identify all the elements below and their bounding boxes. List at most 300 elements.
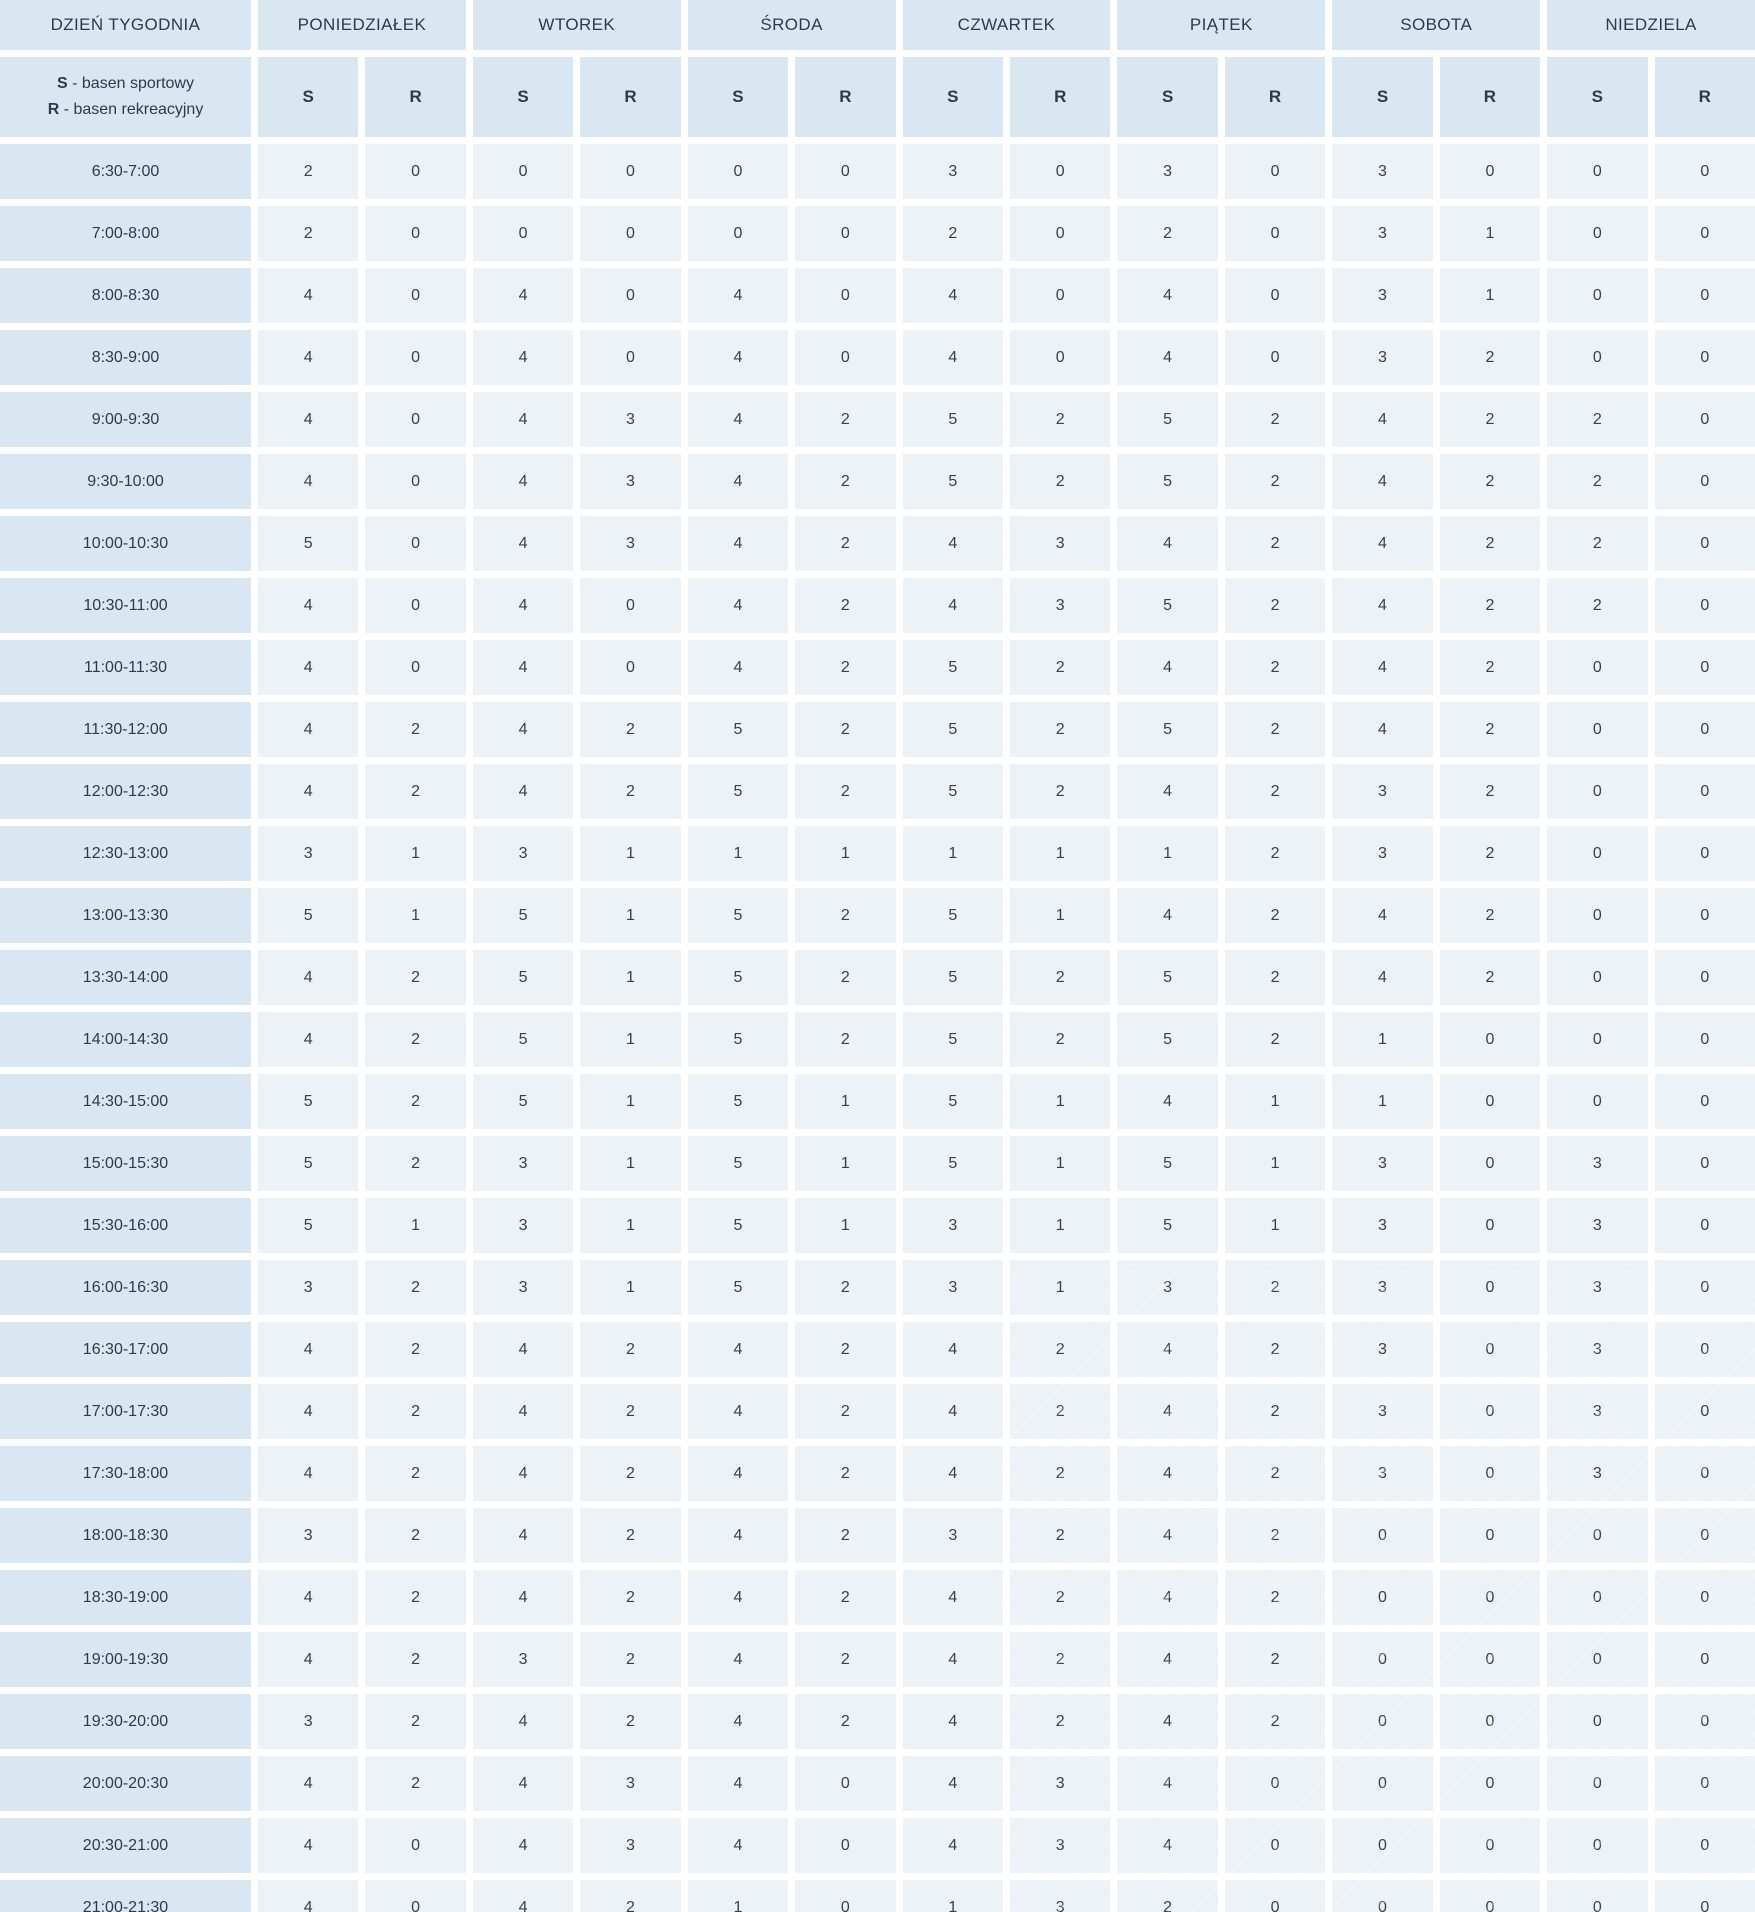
availability-value-day-4-s: 4 xyxy=(903,1694,1003,1749)
availability-value-day-3-s: 4 xyxy=(688,1384,788,1439)
availability-value-day-1-s: 4 xyxy=(258,764,358,819)
availability-value-day-5-r: 1 xyxy=(1225,1198,1325,1253)
subcolumn-header-r-day-4: R xyxy=(1010,57,1110,137)
subcolumn-header-s-day-2: S xyxy=(473,57,573,137)
availability-value-day-1-s: 3 xyxy=(258,1508,358,1563)
availability-value-day-7-r: 0 xyxy=(1655,1756,1755,1811)
availability-value-day-2-s: 4 xyxy=(473,1570,573,1625)
availability-value-day-3-s: 5 xyxy=(688,1012,788,1067)
time-slot-cell: 14:30-15:00 xyxy=(0,1074,251,1129)
availability-value-day-5-r: 2 xyxy=(1225,1260,1325,1315)
availability-value-day-4-r: 2 xyxy=(1010,764,1110,819)
availability-value-day-2-r: 3 xyxy=(580,516,680,571)
availability-value-day-3-s: 5 xyxy=(688,702,788,757)
availability-value-day-5-r: 0 xyxy=(1225,206,1325,261)
time-slot-cell: 19:30-20:00 xyxy=(0,1694,251,1749)
availability-value-day-7-r: 0 xyxy=(1655,826,1755,881)
day-header-6: SOBOTA xyxy=(1332,0,1540,50)
availability-value-day-4-r: 2 xyxy=(1010,950,1110,1005)
availability-value-day-7-s: 0 xyxy=(1547,1508,1647,1563)
availability-value-day-2-s: 4 xyxy=(473,392,573,447)
availability-value-day-5-s: 4 xyxy=(1117,268,1217,323)
availability-value-day-3-r: 2 xyxy=(795,640,895,695)
availability-value-day-7-s: 3 xyxy=(1547,1446,1647,1501)
availability-value-day-7-r: 0 xyxy=(1655,1818,1755,1873)
subcolumn-header-r-day-7: R xyxy=(1655,57,1755,137)
availability-value-day-6-s: 3 xyxy=(1332,1384,1432,1439)
availability-value-day-6-r: 2 xyxy=(1440,888,1540,943)
availability-value-day-1-s: 4 xyxy=(258,1818,358,1873)
availability-value-day-6-s: 4 xyxy=(1332,454,1432,509)
availability-value-day-6-r: 0 xyxy=(1440,1384,1540,1439)
availability-value-day-4-r: 2 xyxy=(1010,1632,1110,1687)
availability-value-day-3-s: 5 xyxy=(688,764,788,819)
availability-value-day-2-r: 2 xyxy=(580,1384,680,1439)
availability-value-day-7-s: 0 xyxy=(1547,144,1647,199)
availability-value-day-4-r: 2 xyxy=(1010,702,1110,757)
availability-value-day-6-s: 4 xyxy=(1332,392,1432,447)
availability-value-day-4-r: 2 xyxy=(1010,1012,1110,1067)
availability-value-day-5-s: 5 xyxy=(1117,578,1217,633)
availability-value-day-3-r: 0 xyxy=(795,268,895,323)
availability-value-day-2-s: 0 xyxy=(473,206,573,261)
availability-value-day-6-s: 4 xyxy=(1332,640,1432,695)
availability-value-day-6-s: 4 xyxy=(1332,888,1432,943)
availability-value-day-4-s: 4 xyxy=(903,1756,1003,1811)
availability-value-day-6-r: 0 xyxy=(1440,1446,1540,1501)
availability-value-day-4-s: 4 xyxy=(903,330,1003,385)
availability-value-day-1-r: 2 xyxy=(365,1570,465,1625)
availability-value-day-5-r: 0 xyxy=(1225,1756,1325,1811)
day-header-2: WTOREK xyxy=(473,0,681,50)
availability-value-day-1-s: 4 xyxy=(258,392,358,447)
availability-value-day-6-s: 3 xyxy=(1332,1322,1432,1377)
availability-value-day-6-r: 0 xyxy=(1440,144,1540,199)
availability-value-day-6-r: 2 xyxy=(1440,764,1540,819)
availability-value-day-3-s: 4 xyxy=(688,1322,788,1377)
availability-value-day-3-r: 2 xyxy=(795,1446,895,1501)
availability-value-day-3-s: 4 xyxy=(688,1508,788,1563)
availability-value-day-2-s: 5 xyxy=(473,1074,573,1129)
availability-value-day-4-s: 3 xyxy=(903,144,1003,199)
availability-value-day-4-r: 2 xyxy=(1010,1694,1110,1749)
availability-value-day-3-s: 4 xyxy=(688,454,788,509)
availability-value-day-7-s: 0 xyxy=(1547,1756,1647,1811)
availability-value-day-6-s: 0 xyxy=(1332,1694,1432,1749)
availability-value-day-7-s: 0 xyxy=(1547,1632,1647,1687)
availability-value-day-5-s: 4 xyxy=(1117,1074,1217,1129)
availability-value-day-7-s: 2 xyxy=(1547,578,1647,633)
availability-value-day-3-r: 0 xyxy=(795,144,895,199)
availability-value-day-3-s: 4 xyxy=(688,268,788,323)
availability-value-day-4-s: 5 xyxy=(903,950,1003,1005)
availability-value-day-7-r: 0 xyxy=(1655,1260,1755,1315)
availability-value-day-2-r: 2 xyxy=(580,1508,680,1563)
availability-value-day-5-s: 1 xyxy=(1117,826,1217,881)
availability-value-day-4-r: 1 xyxy=(1010,1136,1110,1191)
availability-value-day-1-r: 0 xyxy=(365,392,465,447)
time-slot-cell: 20:00-20:30 xyxy=(0,1756,251,1811)
availability-value-day-2-r: 0 xyxy=(580,268,680,323)
subcolumn-header-s-day-7: S xyxy=(1547,57,1647,137)
availability-value-day-3-s: 4 xyxy=(688,330,788,385)
availability-value-day-2-s: 3 xyxy=(473,826,573,881)
availability-value-day-7-s: 0 xyxy=(1547,1694,1647,1749)
availability-value-day-2-r: 2 xyxy=(580,702,680,757)
availability-value-day-7-r: 0 xyxy=(1655,1012,1755,1067)
time-slot-cell: 13:30-14:00 xyxy=(0,950,251,1005)
availability-value-day-5-s: 4 xyxy=(1117,1632,1217,1687)
day-header-1: PONIEDZIAŁEK xyxy=(258,0,466,50)
availability-value-day-7-r: 0 xyxy=(1655,144,1755,199)
availability-value-day-1-r: 0 xyxy=(365,330,465,385)
time-slot-cell: 12:30-13:00 xyxy=(0,826,251,881)
availability-value-day-7-s: 3 xyxy=(1547,1136,1647,1191)
availability-value-day-3-r: 2 xyxy=(795,888,895,943)
availability-value-day-5-s: 4 xyxy=(1117,1756,1217,1811)
subcolumn-header-r-day-1: R xyxy=(365,57,465,137)
availability-value-day-5-s: 5 xyxy=(1117,392,1217,447)
availability-value-day-2-s: 3 xyxy=(473,1632,573,1687)
availability-value-day-3-r: 2 xyxy=(795,1012,895,1067)
availability-value-day-7-s: 0 xyxy=(1547,206,1647,261)
availability-value-day-1-s: 4 xyxy=(258,330,358,385)
availability-value-day-5-s: 4 xyxy=(1117,1694,1217,1749)
availability-value-day-6-s: 3 xyxy=(1332,206,1432,261)
availability-value-day-7-r: 0 xyxy=(1655,516,1755,571)
availability-value-day-3-s: 5 xyxy=(688,1260,788,1315)
availability-value-day-6-s: 1 xyxy=(1332,1012,1432,1067)
availability-value-day-6-s: 3 xyxy=(1332,826,1432,881)
availability-value-day-7-r: 0 xyxy=(1655,1074,1755,1129)
availability-value-day-7-s: 2 xyxy=(1547,392,1647,447)
availability-value-day-4-s: 5 xyxy=(903,764,1003,819)
availability-value-day-5-s: 4 xyxy=(1117,1384,1217,1439)
subcolumn-header-r-day-3: R xyxy=(795,57,895,137)
availability-value-day-4-s: 5 xyxy=(903,392,1003,447)
availability-value-day-5-r: 2 xyxy=(1225,640,1325,695)
availability-value-day-2-s: 4 xyxy=(473,1694,573,1749)
availability-value-day-1-s: 5 xyxy=(258,516,358,571)
availability-value-day-5-r: 0 xyxy=(1225,1880,1325,1912)
availability-value-day-2-r: 3 xyxy=(580,1756,680,1811)
availability-value-day-2-s: 4 xyxy=(473,640,573,695)
time-slot-cell: 17:00-17:30 xyxy=(0,1384,251,1439)
availability-value-day-1-s: 4 xyxy=(258,268,358,323)
availability-value-day-4-r: 0 xyxy=(1010,330,1110,385)
availability-value-day-4-r: 1 xyxy=(1010,1198,1110,1253)
availability-value-day-1-r: 0 xyxy=(365,578,465,633)
availability-value-day-1-s: 5 xyxy=(258,1136,358,1191)
availability-value-day-6-r: 0 xyxy=(1440,1508,1540,1563)
availability-value-day-7-r: 0 xyxy=(1655,1694,1755,1749)
availability-value-day-7-r: 0 xyxy=(1655,1508,1755,1563)
availability-value-day-6-s: 3 xyxy=(1332,330,1432,385)
time-slot-cell: 7:00-8:00 xyxy=(0,206,251,261)
availability-value-day-2-r: 2 xyxy=(580,1446,680,1501)
availability-value-day-4-r: 0 xyxy=(1010,144,1110,199)
time-slot-cell: 6:30-7:00 xyxy=(0,144,251,199)
availability-value-day-2-r: 2 xyxy=(580,1322,680,1377)
availability-value-day-6-r: 0 xyxy=(1440,1012,1540,1067)
availability-value-day-2-s: 4 xyxy=(473,1756,573,1811)
availability-value-day-2-s: 4 xyxy=(473,578,573,633)
time-slot-cell: 20:30-21:00 xyxy=(0,1818,251,1873)
availability-value-day-7-s: 3 xyxy=(1547,1322,1647,1377)
availability-value-day-6-s: 0 xyxy=(1332,1756,1432,1811)
availability-value-day-3-r: 1 xyxy=(795,1136,895,1191)
availability-value-day-4-s: 3 xyxy=(903,1260,1003,1315)
availability-value-day-1-r: 0 xyxy=(365,144,465,199)
availability-value-day-7-s: 0 xyxy=(1547,950,1647,1005)
availability-value-day-1-s: 4 xyxy=(258,1012,358,1067)
subcolumn-header-r-day-2: R xyxy=(580,57,680,137)
day-header-7: NIEDZIELA xyxy=(1547,0,1755,50)
availability-value-day-6-r: 2 xyxy=(1440,578,1540,633)
availability-value-day-6-s: 0 xyxy=(1332,1508,1432,1563)
availability-value-day-6-r: 0 xyxy=(1440,1632,1540,1687)
availability-value-day-2-r: 0 xyxy=(580,330,680,385)
availability-value-day-7-r: 0 xyxy=(1655,1570,1755,1625)
availability-value-day-3-s: 5 xyxy=(688,950,788,1005)
availability-value-day-4-r: 3 xyxy=(1010,516,1110,571)
availability-value-day-7-r: 0 xyxy=(1655,1136,1755,1191)
availability-value-day-3-r: 0 xyxy=(795,1756,895,1811)
availability-value-day-5-s: 2 xyxy=(1117,206,1217,261)
availability-value-day-2-s: 4 xyxy=(473,1508,573,1563)
availability-value-day-4-s: 4 xyxy=(903,1384,1003,1439)
time-slot-cell: 21:00-21:30 xyxy=(0,1880,251,1912)
availability-value-day-2-s: 5 xyxy=(473,1012,573,1067)
availability-value-day-7-r: 0 xyxy=(1655,1880,1755,1912)
availability-value-day-5-r: 2 xyxy=(1225,1446,1325,1501)
availability-value-day-3-s: 4 xyxy=(688,1694,788,1749)
availability-value-day-6-r: 2 xyxy=(1440,330,1540,385)
availability-value-day-1-r: 2 xyxy=(365,950,465,1005)
availability-value-day-6-r: 0 xyxy=(1440,1260,1540,1315)
legend-line-R: R - basen rekreacyjny xyxy=(47,101,204,118)
availability-value-day-5-s: 5 xyxy=(1117,1198,1217,1253)
availability-value-day-3-r: 2 xyxy=(795,1570,895,1625)
availability-value-day-7-r: 0 xyxy=(1655,1322,1755,1377)
availability-value-day-5-r: 0 xyxy=(1225,330,1325,385)
availability-value-day-1-s: 5 xyxy=(258,1198,358,1253)
availability-value-day-7-r: 0 xyxy=(1655,702,1755,757)
day-header-3: ŚRODA xyxy=(688,0,896,50)
time-slot-cell: 10:30-11:00 xyxy=(0,578,251,633)
availability-value-day-4-r: 2 xyxy=(1010,1322,1110,1377)
time-slot-cell: 19:00-19:30 xyxy=(0,1632,251,1687)
availability-value-day-6-s: 3 xyxy=(1332,1260,1432,1315)
availability-value-day-5-r: 2 xyxy=(1225,888,1325,943)
availability-value-day-1-r: 2 xyxy=(365,1694,465,1749)
availability-value-day-1-r: 2 xyxy=(365,1136,465,1191)
availability-value-day-3-r: 2 xyxy=(795,516,895,571)
availability-value-day-4-s: 1 xyxy=(903,826,1003,881)
availability-value-day-4-s: 4 xyxy=(903,1446,1003,1501)
availability-value-day-6-r: 2 xyxy=(1440,826,1540,881)
availability-value-day-5-r: 0 xyxy=(1225,1818,1325,1873)
availability-value-day-3-r: 2 xyxy=(795,1508,895,1563)
availability-value-day-1-r: 1 xyxy=(365,888,465,943)
availability-value-day-4-s: 5 xyxy=(903,1012,1003,1067)
availability-value-day-5-r: 2 xyxy=(1225,1322,1325,1377)
availability-value-day-3-r: 0 xyxy=(795,1880,895,1912)
availability-value-day-7-s: 0 xyxy=(1547,1074,1647,1129)
availability-value-day-7-r: 0 xyxy=(1655,1632,1755,1687)
availability-value-day-6-s: 0 xyxy=(1332,1818,1432,1873)
availability-value-day-3-s: 5 xyxy=(688,888,788,943)
availability-value-day-2-r: 2 xyxy=(580,1694,680,1749)
availability-value-day-4-s: 5 xyxy=(903,1074,1003,1129)
availability-value-day-2-r: 3 xyxy=(580,392,680,447)
availability-value-day-4-s: 4 xyxy=(903,1322,1003,1377)
availability-value-day-1-r: 0 xyxy=(365,640,465,695)
availability-value-day-6-r: 0 xyxy=(1440,1694,1540,1749)
availability-value-day-4-r: 2 xyxy=(1010,392,1110,447)
availability-value-day-4-r: 3 xyxy=(1010,578,1110,633)
availability-value-day-2-s: 4 xyxy=(473,330,573,385)
availability-value-day-2-r: 3 xyxy=(580,454,680,509)
availability-value-day-2-s: 4 xyxy=(473,1818,573,1873)
availability-value-day-6-r: 0 xyxy=(1440,1074,1540,1129)
availability-value-day-7-r: 0 xyxy=(1655,1384,1755,1439)
availability-value-day-3-r: 2 xyxy=(795,950,895,1005)
availability-value-day-7-s: 3 xyxy=(1547,1198,1647,1253)
availability-value-day-2-r: 1 xyxy=(580,888,680,943)
availability-value-day-7-r: 0 xyxy=(1655,640,1755,695)
availability-value-day-4-s: 3 xyxy=(903,1508,1003,1563)
time-slot-cell: 13:00-13:30 xyxy=(0,888,251,943)
availability-value-day-5-s: 5 xyxy=(1117,950,1217,1005)
availability-value-day-3-r: 2 xyxy=(795,392,895,447)
subcolumn-header-r-day-6: R xyxy=(1440,57,1540,137)
time-slot-cell: 14:00-14:30 xyxy=(0,1012,251,1067)
availability-value-day-2-s: 0 xyxy=(473,144,573,199)
subcolumn-header-s-day-1: S xyxy=(258,57,358,137)
availability-value-day-4-r: 1 xyxy=(1010,888,1110,943)
availability-value-day-4-r: 2 xyxy=(1010,1384,1110,1439)
availability-value-day-7-s: 2 xyxy=(1547,454,1647,509)
availability-value-day-3-r: 2 xyxy=(795,1384,895,1439)
availability-value-day-7-s: 0 xyxy=(1547,1012,1647,1067)
availability-value-day-1-s: 4 xyxy=(258,1756,358,1811)
availability-value-day-6-s: 0 xyxy=(1332,1570,1432,1625)
availability-value-day-4-r: 1 xyxy=(1010,1260,1110,1315)
availability-value-day-3-r: 1 xyxy=(795,1074,895,1129)
availability-value-day-1-s: 5 xyxy=(258,1074,358,1129)
availability-value-day-5-r: 2 xyxy=(1225,764,1325,819)
availability-value-day-4-r: 3 xyxy=(1010,1818,1110,1873)
availability-value-day-4-r: 0 xyxy=(1010,206,1110,261)
availability-value-day-3-s: 5 xyxy=(688,1198,788,1253)
availability-value-day-3-r: 2 xyxy=(795,1694,895,1749)
subcolumn-header-s-day-3: S xyxy=(688,57,788,137)
availability-value-day-1-s: 4 xyxy=(258,578,358,633)
availability-value-day-2-r: 1 xyxy=(580,1074,680,1129)
time-slot-cell: 11:00-11:30 xyxy=(0,640,251,695)
availability-value-day-7-s: 0 xyxy=(1547,1818,1647,1873)
availability-value-day-6-r: 2 xyxy=(1440,702,1540,757)
availability-value-day-6-s: 3 xyxy=(1332,144,1432,199)
subcolumn-header-s-day-6: S xyxy=(1332,57,1432,137)
availability-value-day-6-s: 3 xyxy=(1332,268,1432,323)
availability-value-day-3-r: 2 xyxy=(795,1322,895,1377)
availability-value-day-2-r: 2 xyxy=(580,1632,680,1687)
availability-value-day-6-s: 4 xyxy=(1332,950,1432,1005)
availability-value-day-7-r: 0 xyxy=(1655,888,1755,943)
availability-value-day-7-s: 0 xyxy=(1547,268,1647,323)
availability-value-day-3-s: 1 xyxy=(688,826,788,881)
availability-value-day-6-r: 2 xyxy=(1440,640,1540,695)
availability-value-day-5-s: 4 xyxy=(1117,1508,1217,1563)
availability-value-day-4-r: 2 xyxy=(1010,1570,1110,1625)
availability-value-day-5-s: 5 xyxy=(1117,1136,1217,1191)
availability-value-day-1-r: 2 xyxy=(365,1446,465,1501)
availability-value-day-1-s: 2 xyxy=(258,206,358,261)
availability-value-day-5-r: 2 xyxy=(1225,1384,1325,1439)
availability-value-day-5-s: 4 xyxy=(1117,516,1217,571)
availability-value-day-7-r: 0 xyxy=(1655,1198,1755,1253)
availability-value-day-6-r: 2 xyxy=(1440,516,1540,571)
availability-value-day-7-r: 0 xyxy=(1655,206,1755,261)
availability-value-day-3-s: 4 xyxy=(688,392,788,447)
availability-value-day-1-s: 4 xyxy=(258,1384,358,1439)
availability-value-day-6-r: 0 xyxy=(1440,1322,1540,1377)
availability-value-day-1-r: 2 xyxy=(365,764,465,819)
availability-value-day-6-s: 4 xyxy=(1332,702,1432,757)
availability-value-day-6-s: 4 xyxy=(1332,578,1432,633)
availability-value-day-3-s: 4 xyxy=(688,1756,788,1811)
availability-value-day-4-r: 1 xyxy=(1010,826,1110,881)
availability-value-day-6-r: 0 xyxy=(1440,1198,1540,1253)
availability-value-day-1-s: 4 xyxy=(258,702,358,757)
availability-value-day-5-s: 4 xyxy=(1117,1446,1217,1501)
availability-value-day-7-r: 0 xyxy=(1655,392,1755,447)
availability-value-day-6-r: 2 xyxy=(1440,454,1540,509)
availability-value-day-5-r: 0 xyxy=(1225,268,1325,323)
availability-value-day-4-s: 5 xyxy=(903,888,1003,943)
availability-value-day-4-s: 4 xyxy=(903,268,1003,323)
availability-value-day-6-r: 2 xyxy=(1440,392,1540,447)
availability-value-day-2-r: 0 xyxy=(580,640,680,695)
availability-value-day-2-s: 5 xyxy=(473,888,573,943)
availability-value-day-3-r: 2 xyxy=(795,578,895,633)
availability-value-day-6-r: 0 xyxy=(1440,1756,1540,1811)
availability-value-day-3-r: 1 xyxy=(795,1198,895,1253)
availability-value-day-3-r: 0 xyxy=(795,330,895,385)
day-column-header: DZIEŃ TYGODNIA xyxy=(0,0,251,50)
time-slot-cell: 16:00-16:30 xyxy=(0,1260,251,1315)
availability-value-day-7-s: 0 xyxy=(1547,1880,1647,1912)
availability-value-day-6-r: 1 xyxy=(1440,268,1540,323)
availability-value-day-1-s: 4 xyxy=(258,1322,358,1377)
availability-value-day-7-s: 0 xyxy=(1547,764,1647,819)
availability-value-day-5-r: 1 xyxy=(1225,1136,1325,1191)
availability-value-day-3-s: 4 xyxy=(688,640,788,695)
availability-value-day-2-s: 4 xyxy=(473,516,573,571)
availability-value-day-2-r: 2 xyxy=(580,1880,680,1912)
availability-value-day-4-s: 2 xyxy=(903,206,1003,261)
availability-value-day-4-s: 5 xyxy=(903,640,1003,695)
availability-value-day-2-s: 3 xyxy=(473,1136,573,1191)
availability-value-day-3-r: 2 xyxy=(795,1260,895,1315)
availability-value-day-5-s: 4 xyxy=(1117,888,1217,943)
availability-value-day-4-s: 5 xyxy=(903,702,1003,757)
availability-value-day-1-r: 2 xyxy=(365,1260,465,1315)
availability-value-day-5-r: 2 xyxy=(1225,392,1325,447)
subcolumn-header-s-day-4: S xyxy=(903,57,1003,137)
